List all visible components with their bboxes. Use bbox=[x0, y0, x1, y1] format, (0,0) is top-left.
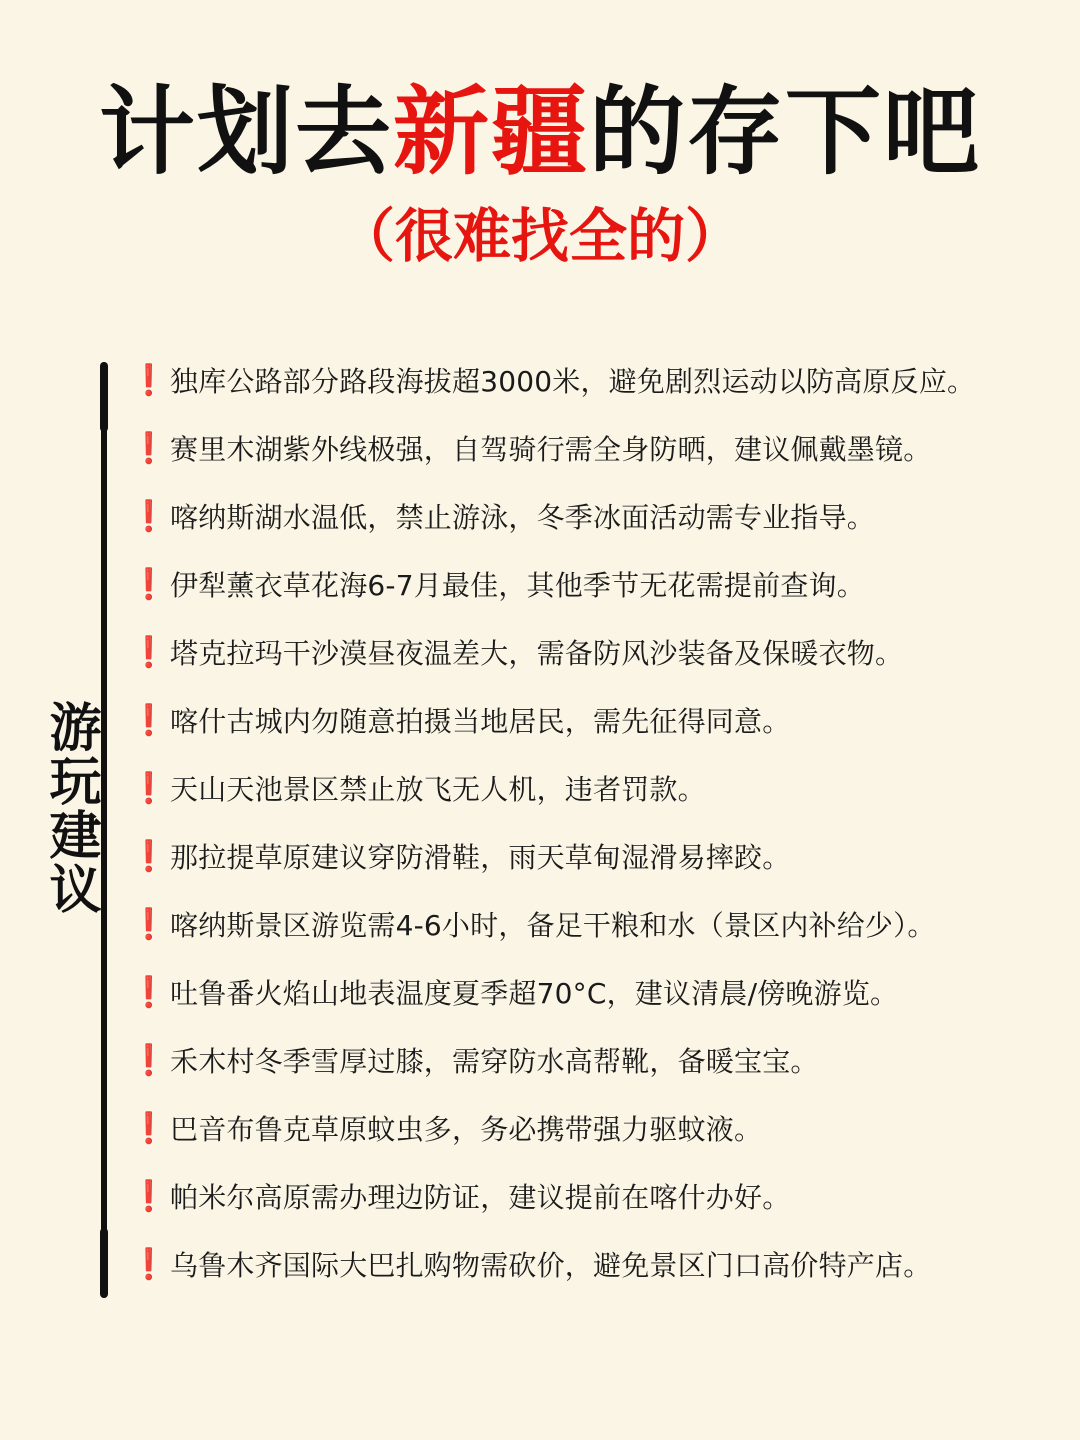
exclamation-icon: ❗ bbox=[130, 498, 168, 534]
exclamation-icon: ❗ bbox=[130, 1042, 168, 1078]
tip-text: 禾木村冬季雪厚过膝，需穿防水高帮靴，备暖宝宝。 bbox=[170, 1045, 819, 1078]
exclamation-icon: ❗ bbox=[130, 974, 168, 1010]
tip-text: 喀纳斯景区游览需4-6小时，备足干粮和水（景区内补给少）。 bbox=[170, 909, 936, 942]
tip-text: 乌鲁木齐国际大巴扎购物需砍价，避免景区门口高价特产店。 bbox=[170, 1249, 932, 1282]
tip-text: 喀什古城内勿随意拍摄当地居民，需先征得同意。 bbox=[170, 705, 791, 738]
list-item bbox=[130, 1162, 1060, 1230]
exclamation-icon: ❗ bbox=[130, 430, 168, 466]
list-item bbox=[130, 1026, 1060, 1094]
list-item bbox=[130, 1230, 1060, 1298]
list-item bbox=[130, 1094, 1060, 1162]
list-item bbox=[130, 754, 1060, 822]
list-item bbox=[130, 822, 1060, 890]
list-item bbox=[130, 618, 1060, 686]
list-item bbox=[130, 686, 1060, 754]
exclamation-icon: ❗ bbox=[130, 838, 168, 874]
list-item bbox=[130, 890, 1060, 958]
exclamation-icon: ❗ bbox=[130, 1246, 168, 1282]
title-suffix: 的存下吧 bbox=[589, 76, 981, 188]
tip-text: 天山天池景区禁止放飞无人机，违者罚款。 bbox=[170, 773, 706, 806]
exclamation-icon: ❗ bbox=[130, 1110, 168, 1146]
list-item bbox=[130, 346, 1060, 414]
tip-text: 喀纳斯湖水温低，禁止游泳，冬季冰面活动需专业指导。 bbox=[170, 501, 876, 534]
side-divider-line bbox=[101, 362, 107, 1298]
tip-text: 那拉提草原建议穿防滑鞋，雨天草甸湿滑易摔跤。 bbox=[170, 841, 791, 874]
tip-text: 巴音布鲁克草原蚊虫多，务必携带强力驱蚊液。 bbox=[170, 1113, 763, 1146]
section-label: 游玩建议 bbox=[40, 700, 100, 916]
exclamation-icon: ❗ bbox=[130, 634, 168, 670]
tip-text: 帕米尔高原需办理边防证，建议提前在喀什办好。 bbox=[170, 1181, 791, 1214]
tip-text: 赛里木湖紫外线极强，自驾骑行需全身防晒，建议佩戴墨镜。 bbox=[170, 433, 932, 466]
exclamation-icon: ❗ bbox=[130, 1178, 168, 1214]
list-item bbox=[130, 414, 1060, 482]
page-title bbox=[0, 72, 1080, 192]
tips-list bbox=[130, 346, 1060, 1298]
page-subtitle: （很难找全的） bbox=[336, 202, 743, 270]
title-highlight: 新疆 bbox=[393, 76, 589, 188]
exclamation-icon: ❗ bbox=[130, 362, 168, 398]
list-item bbox=[130, 958, 1060, 1026]
exclamation-icon: ❗ bbox=[130, 906, 168, 942]
list-item bbox=[130, 482, 1060, 550]
tip-text: 伊犁薰衣草花海6-7月最佳，其他季节无花需提前查询。 bbox=[170, 569, 865, 602]
exclamation-icon: ❗ bbox=[130, 702, 168, 738]
list-item bbox=[130, 550, 1060, 618]
title-prefix: 计划去 bbox=[99, 76, 393, 188]
exclamation-icon: ❗ bbox=[130, 770, 168, 806]
tip-text: 独库公路部分路段海拔超3000米，避免剧烈运动以防高原反应。 bbox=[170, 365, 976, 398]
tip-text: 吐鲁番火焰山地表温度夏季超70°C，建议清晨/傍晚游览。 bbox=[170, 977, 899, 1010]
tip-text: 塔克拉玛干沙漠昼夜温差大，需备防风沙装备及保暖衣物。 bbox=[170, 637, 904, 670]
exclamation-icon: ❗ bbox=[130, 566, 168, 602]
